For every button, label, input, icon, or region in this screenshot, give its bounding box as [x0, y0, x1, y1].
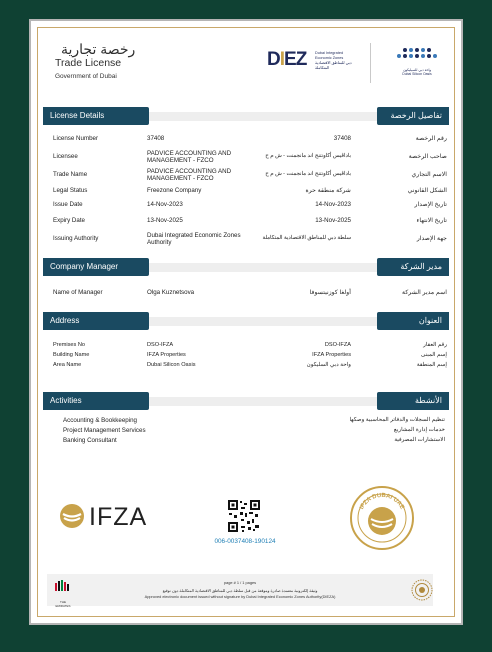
- section-company-manager-title: Company Manager: [43, 258, 149, 276]
- diez-logo-mark: DIEZ: [267, 49, 307, 70]
- section-address-title-ar: العنوان: [377, 312, 449, 330]
- footer-note-ar: وثيقة إلكترونية معتمدة صادرة وموقعة من قبل سلطة دبي للمناطق الاقتصادية المتكاملة دون توقيع: [162, 588, 318, 593]
- section-company-manager-title-ar: مدير الشركة: [377, 258, 449, 276]
- government-label: Government of Dubai: [55, 73, 117, 80]
- title-arabic: رخصة تجارية: [61, 41, 136, 57]
- dubai-emblem-icon: [411, 579, 433, 601]
- footer-note-en: Approved electronic document issued without signature by Dubai Integrated Economic Zones Authority(DIEZA): [144, 594, 336, 599]
- ifza-wordmark: IFZA: [89, 503, 148, 531]
- activity-item: Banking Consultant: [63, 437, 117, 444]
- activity-item-ar: تنظيم السجلات والدفاتر المحاسبية وصكها: [349, 417, 445, 423]
- activity-item-ar: خدمات إدارة المشاريع: [393, 427, 445, 433]
- activity-item: Accounting & Bookkeeping: [63, 417, 137, 424]
- page-count: page # 1 / 1 pages: [223, 580, 257, 585]
- diez-logo: [267, 49, 359, 75]
- dso-logo: [387, 45, 447, 79]
- emirates-flag-icon: [53, 579, 73, 595]
- ifza-logo: [59, 503, 179, 529]
- title-english: Trade License: [55, 57, 122, 69]
- trade-license-document: رخصة تجارية Trade License Government of Dubai DIEZ Dubai Integrated Economic Zones دبي للمناطق الاقتصادية المتكاملة واحة دبي للسيليكون Dubai Silicon Oasis License Details تفاصيل الرخصة License Number 37408 37408 رقم الرخصة Licensee PADVICE ACCOUNTING AND MANAGEMENT - FZCO باداڤيس أكاونتنج اند مانجمنت - ش م ح صاحب الرخصة Trade Name PADVICE ACCOUNTING AND MANAGEMENT - FZCO باداڤيس أكاونتنج اند مانجمنت - ش م ح الاسم التجاري Legal Status Freezone Company شركة منطقة حرة الشكل القانوني Issue Date 14-Nov-2023 14-Nov-2023 تاريخ الإصدار Expiry Date 13-Nov-2025 13-Nov-2025 تاريخ الانتهاء Issuing Authority Dubai Integrated Economic Zones Authority سلطة دبي للمناطق الاقتصادية المتكاملة جهة الإصدار Company Manager مدير الشركة Name of Manager Olga Kuznetsova أولغا كوزنيتسوفا اسم مدير الشركة Address العنوان Premises No DSO-IFZA DSO-IFZA رقم العقار Building Name IFZA Properties IFZA Properties إسم المبنى Area Name Dubai Silicon Oasis واحة دبي السليكون إسم المنطقة Activities الأنشطة Accounting & Bookkeeping Project Management Services Banking Consultant تنظيم السجلات والدفاتر المحاسبية وصكها خدمات إدارة المشاريع الاستشارات المصرفية IFZA 006-0037408-190124 IFZA DUBAI UAE page # 1 / 1 pages وثيقة إلكترونية معتمدة صادرة وموقعة من قبل سلطة دبي للمناطق الاقتصادية المتكاملة دون توقيع Approved electronic document issued without signature by Dubai Integrated Economic Zones Authority(DIEZA) THE EMIRATES: [29, 19, 463, 625]
- activity-item-ar: الاستشارات المصرفية: [394, 437, 445, 443]
- section-activities-title-ar: الأنشطة: [377, 392, 449, 410]
- ifza-seal-icon: [349, 485, 415, 551]
- footer-band: [47, 574, 433, 606]
- header-divider: [370, 43, 371, 83]
- ifza-emblem-icon: [59, 503, 87, 529]
- dso-logo-text: واحة دبي للسيليكون Dubai Silicon Oasis: [402, 68, 432, 76]
- emirates-label: THE EMIRATES: [55, 600, 71, 608]
- diez-logo-text: Dubai Integrated Economic Zones دبي للمناطق الاقتصادية المتكاملة: [315, 51, 352, 70]
- registration-number: 006-0037408-190124: [214, 538, 276, 545]
- uae-emblem: [53, 579, 73, 608]
- qr-code-icon[interactable]: [227, 499, 261, 533]
- seal-text: IFZA DUBAI UAE: [359, 492, 405, 511]
- activity-item: Project Management Services: [63, 427, 146, 434]
- section-license-details-title: License Details: [43, 107, 149, 125]
- section-address-title: Address: [43, 312, 149, 330]
- section-license-details-title-ar: تفاصيل الرخصة: [377, 107, 449, 125]
- section-activities-title: Activities: [43, 392, 149, 410]
- dso-dots-icon: [387, 45, 447, 63]
